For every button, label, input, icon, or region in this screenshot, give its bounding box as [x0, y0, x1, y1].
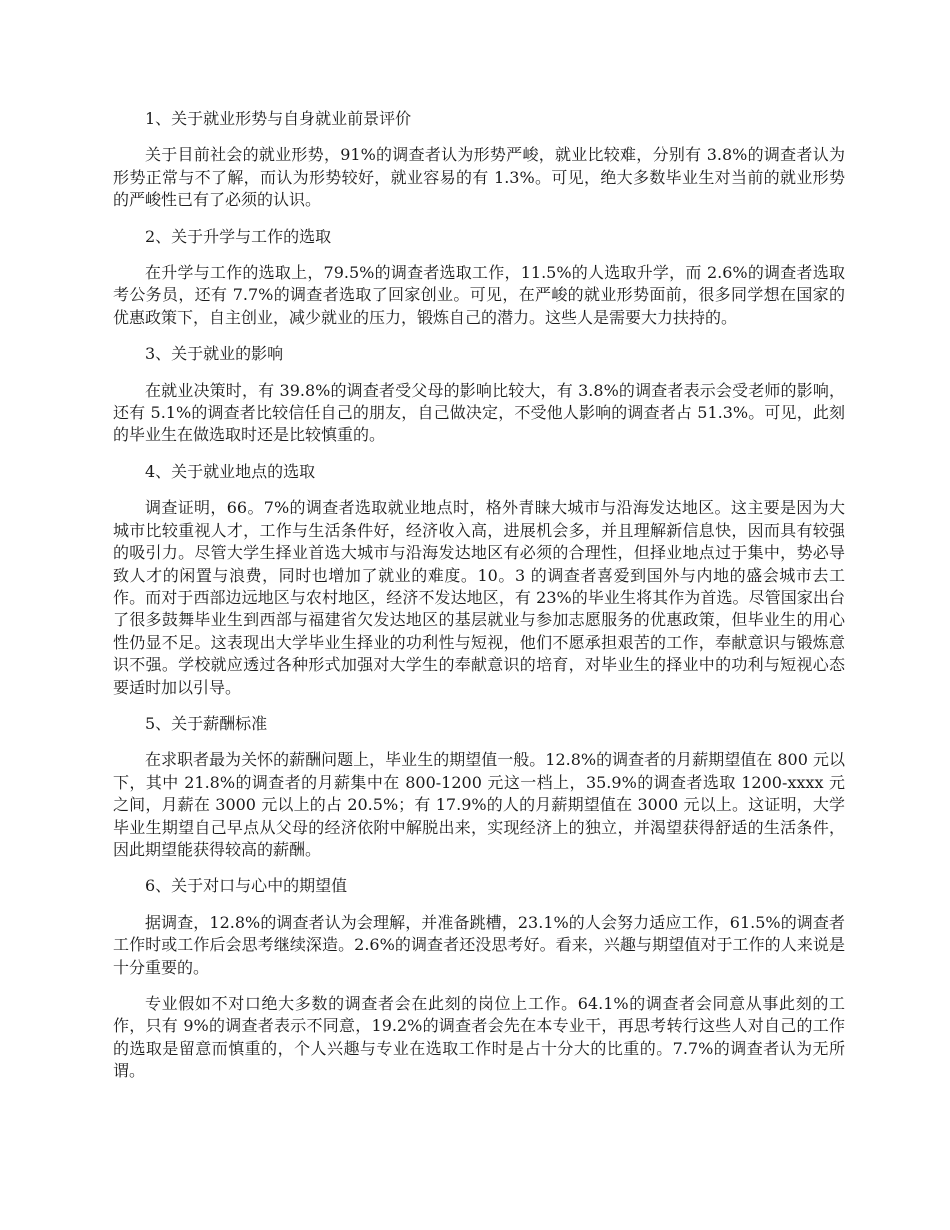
section-4-heading: 4、关于就业地点的选取: [145, 461, 316, 481]
section-6-paragraph-1: 据调查，12.8%的调查者认为会理解，并准备跳槽，23.1%的人会努力适应工作，61.5%的调查者工作时或工作后会思考继续深造。2.6%的调查者还没思考好。看来，兴趣与期望值对于工作的人来说是十分重要的。: [113, 912, 845, 977]
section-5-paragraph-1: 在求职者最为关怀的薪酬问题上，毕业生的期望值一般。12.8%的调查者的月薪期望值在 800 元以下，其中 21.8%的调查者的月薪集中在 800-1200 元这一档上，35.9%的调查者选取 1200-xxxx 元之间，月薪在 3000 元以上的占 20.5%；有 17.9%的人的月薪期望值在 3000 元以上。这证明，大学毕业生期望自己早点从父母的经济依附中解脱出来，实现经济上的独立，并渴望获得舒适的生活条件，因此期望能获得较高的薪酬。: [113, 750, 845, 859]
section-2-paragraph-1: 在升学与工作的选取上，79.5%的调查者选取工作，11.5%的人选取升学，而 2.6%的调查者选取考公务员，还有 7.7%的调查者选取了回家创业。可见，在严峻的就业形势面前，很多同学想在国家的优惠政策下，自主创业，减少就业的压力，锻炼自己的潜力。这些人是需要大力扶持的。: [113, 263, 845, 327]
section-3-heading: 3、关于就业的影响: [145, 344, 284, 364]
section-6-paragraph-2: 专业假如不对口绝大多数的调查者会在此刻的岗位上工作。64.1%的调查者会同意从事此刻的工作，只有 9%的调查者表示不同意，19.2%的调查者会先在本专业干，再思考转行这些人对自己的工作的选取是留意而慎重的，个人兴趣与专业在选取工作时是占十分大的比重的。7.7%的调查者认为无所谓。: [113, 994, 845, 1081]
section-3-paragraph-1: 在就业决策时，有 39.8%的调查者受父母的影响比较大，有 3.8%的调查者表示会受老师的影响，还有 5.1%的调查者比较信任自己的朋友，自己做决定，不受他人影响的调查者占 51.3%。可见，此刻的毕业生在做选取时还是比较慎重的。: [113, 380, 845, 445]
section-5-heading: 5、关于薪酬标准: [145, 713, 268, 733]
section-6-heading: 6、关于对口与心中的期望值: [145, 876, 348, 896]
section-1-paragraph-1: 关于目前社会的就业形势，91%的调查者认为形势严峻，就业比较难，分别有 3.8%的调查者认为形势正常与不了解，而认为形势较好，就业容易的有 1.3%。可见，绝大多数毕业生对当前的就业形势的严峻性已有了必须的认识。: [113, 145, 845, 210]
section-4-paragraph-1: 调查证明，66。7%的调查者选取就业地点时，格外青睐大城市与沿海发达地区。这主要是因为大城市比较重视人才，工作与生活条件好，经济收入高，进展机会多，并且理解新信息快，因而具有较强的吸引力。尽管大学生择业首选大城市与沿海发达地区有必须的合理性，但择业地点过于集中，势必导致人才的闲置与浪费，同时也增加了就业的难度。10。3 的调查者喜爱到国外与内地的盛会城市去工作。而对于西部边远地区与农村地区，经济不发达地区，有 23%的毕业生将其作为首选。尽管国家出台了很多鼓舞毕业生到西部与福建省欠发达地区的基层就业与参加志愿服务的优惠政策，但毕业生的用心性仍显不足。这表现出大学毕业生择业的功利性与短视，他们不愿承担艰苦的工作，奉献意识与锻炼意识不强。学校就应透过各种形式加强对大学生的奉献意识的培育，对毕业生的择业中的功利与短视心态要适时加以引导。: [113, 498, 845, 697]
document-body: [113, 108, 845, 1097]
section-2-heading: 2、关于升学与工作的选取: [145, 226, 332, 246]
section-1-heading: 1、关于就业形势与自身就业前景评价: [145, 109, 412, 128]
